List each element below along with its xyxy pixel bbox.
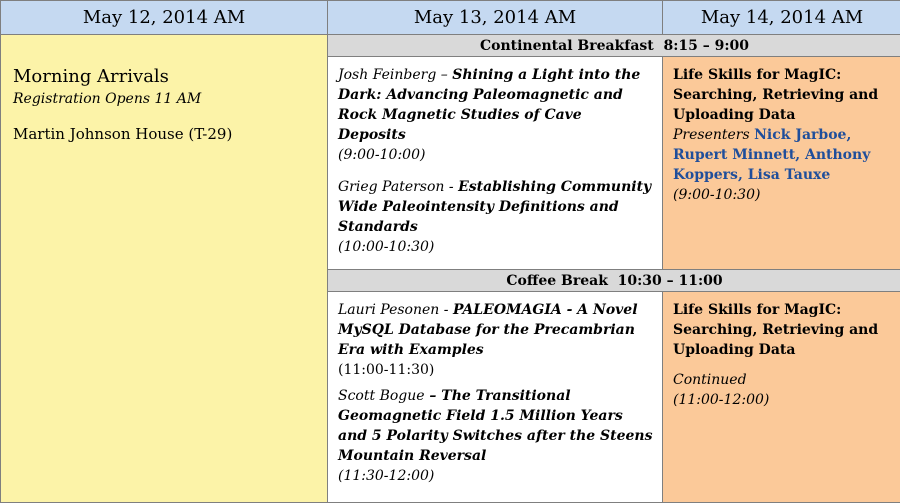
workshop-block-1: Life Skills for MagIC: Searching, Retrieving and Uploading Data Presenters Nick Jarboe, Rupert Minnett, Anthony Koppers, Lisa Tauxe (9:00-10:30) <box>663 57 900 270</box>
workshop-title-1: Life Skills for MagIC: Searching, Retrieving and Uploading Data <box>673 67 878 123</box>
day1-cell <box>1 35 328 503</box>
coffee-banner: Coffee Break 10:30 – 11:00 <box>328 270 900 292</box>
breakfast-banner: Continental Breakfast 8:15 – 9:00 <box>328 35 900 57</box>
talks-block-2 <box>328 292 663 503</box>
talk-bogue: Scott Bogue – The Transitional Geomagnetic Field 1.5 Million Years and 5 Polarity Switches after the Steens Mountain Reversal (11:30-12:00) <box>338 386 654 486</box>
workshop-block-2: Life Skills for MagIC: Searching, Retrieving and Uploading Data Continued (11:00-12:00) <box>663 292 900 503</box>
talks-block-1 <box>328 57 663 270</box>
header-may-14: May 14, 2014 AM <box>663 1 900 35</box>
location: Martin Johnson House (T-29) <box>13 125 317 143</box>
workshop-title-2: Life Skills for MagIC: Searching, Retrieving and Uploading Data <box>673 302 878 358</box>
registration-note: Registration Opens 11 AM <box>13 89 317 109</box>
header-may-13: May 13, 2014 AM <box>328 1 663 35</box>
talk-paterson: Grieg Paterson - Establishing Community Wide Paleointensity Definitions and Standards (10:00-10:30) <box>338 177 654 257</box>
talk-feinberg: Josh Feinberg – Shining a Light into the Dark: Advancing Paleomagnetic and Rock Magnetic Studies of Cave Deposits (9:00-10:00) <box>338 65 654 165</box>
talk-pesonen: Lauri Pesonen - PALEOMAGIA - A Novel MySQL Database for the Precambrian Era with Examples (11:00-11:30) <box>338 300 654 380</box>
presenters: Nick Jarboe, Rupert Minnett, Anthony Koppers, Lisa Tauxe <box>673 127 870 183</box>
morning-arrivals: Morning Arrivals <box>13 65 317 89</box>
header-may-12: May 12, 2014 AM <box>1 1 328 35</box>
